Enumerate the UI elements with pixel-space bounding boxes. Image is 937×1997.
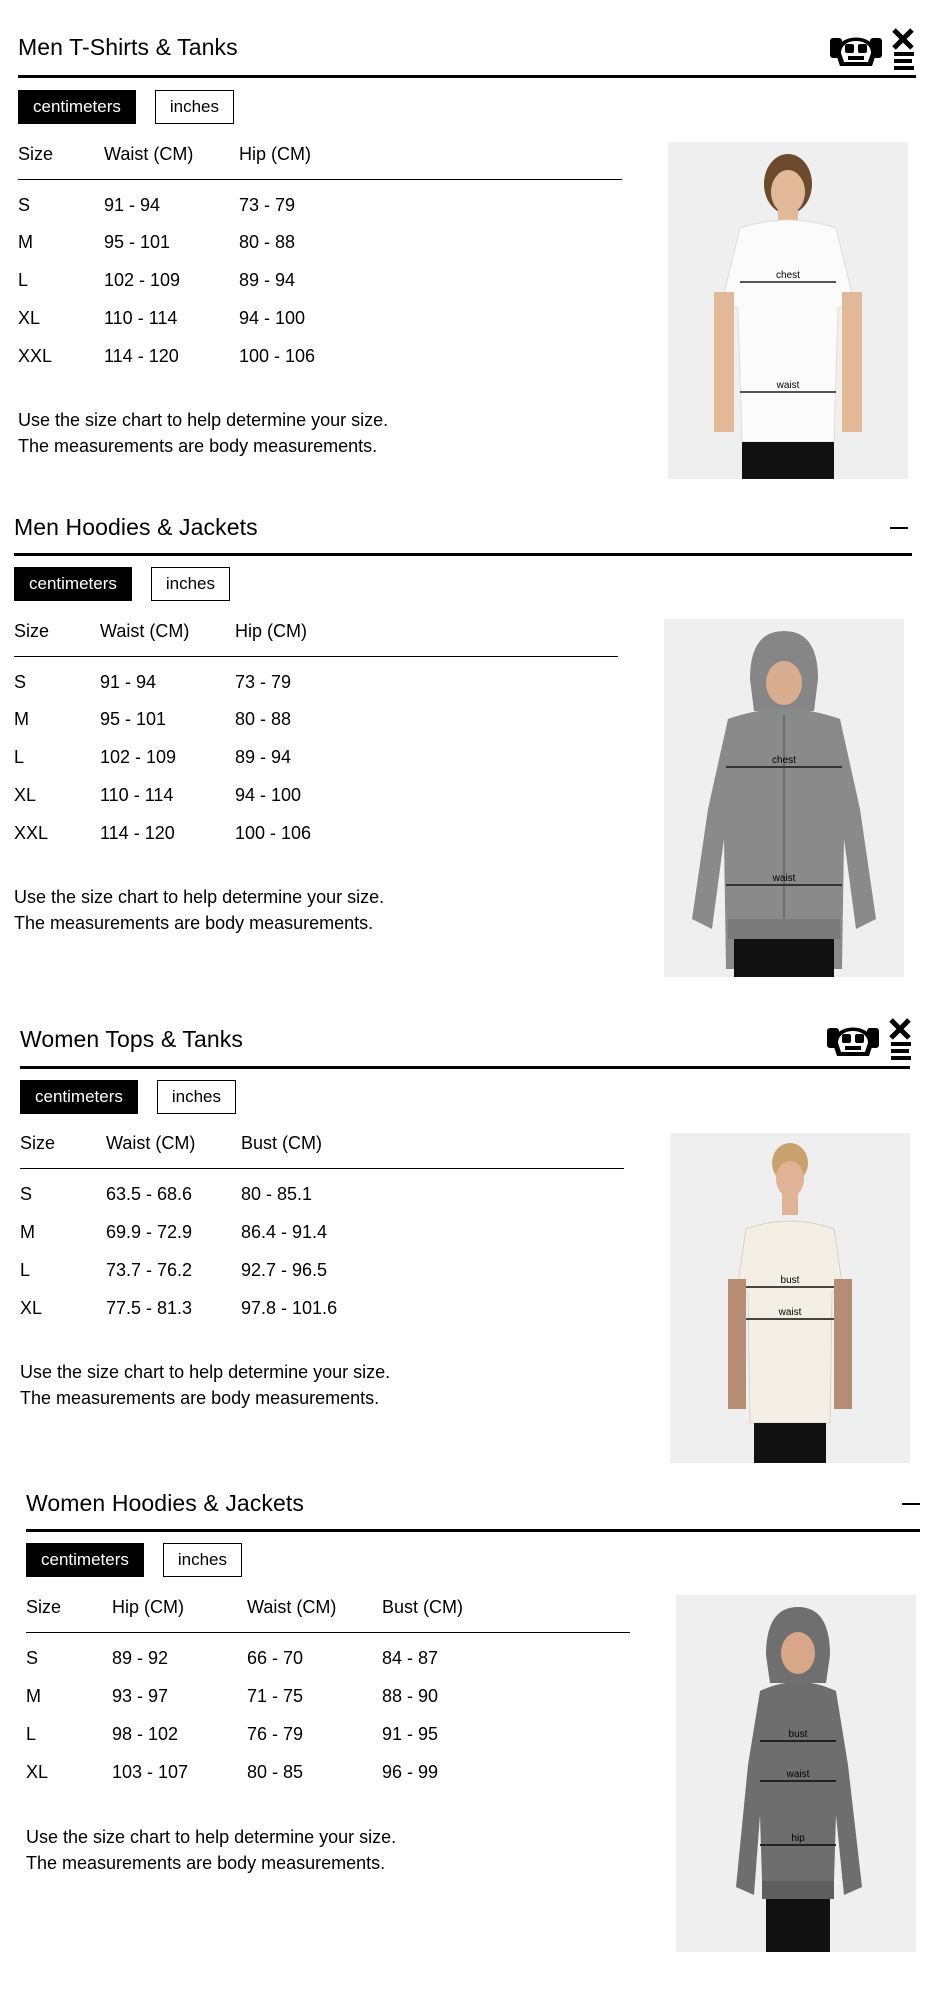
row-waist: 114 - 120 [100, 823, 175, 843]
unit-tabs [14, 567, 230, 601]
section-men-tshirts [18, 28, 918, 488]
row-hip: 80 - 88 [239, 232, 296, 252]
column-header-waist: Waist (CM) [247, 1597, 337, 1617]
section-divider [20, 1066, 910, 1069]
row-waist: 76 - 79 [247, 1724, 304, 1744]
row-waist: 71 - 75 [247, 1686, 304, 1706]
tab-centimeters[interactable]: centimeters [20, 1080, 138, 1114]
size-note-line-2: The measurements are body measurements. [20, 1388, 380, 1408]
row-size: S [14, 672, 27, 692]
size-note-line-1: Use the size chart to help determine your size. [18, 410, 389, 430]
row-size: L [20, 1260, 31, 1280]
row-bust: 88 - 90 [382, 1686, 439, 1706]
row-waist: 66 - 70 [247, 1648, 304, 1668]
row-hip: 80 - 88 [235, 709, 292, 729]
column-header-size: Size [20, 1133, 56, 1153]
section-title: Men T-Shirts & Tanks [18, 34, 238, 60]
table-header-divider [26, 1632, 630, 1633]
column-header-waist: Waist (CM) [104, 144, 194, 164]
row-waist: 63.5 - 68.6 [106, 1184, 193, 1204]
row-size: XL [20, 1298, 43, 1318]
size-note-line-2: The measurements are body measurements. [14, 913, 374, 933]
row-waist: 110 - 114 [104, 308, 178, 328]
size-note-line-2: The measurements are body measurements. [18, 436, 378, 456]
column-header-hip: Hip (CM) [235, 621, 307, 641]
brand-logo-icon[interactable] [825, 1018, 917, 1067]
unit-tabs [18, 90, 234, 124]
waist-label: waist [786, 1769, 810, 1780]
size-note [14, 884, 384, 936]
hip-label: hip [791, 1833, 805, 1844]
table-header-divider [20, 1168, 624, 1169]
row-hip: 89 - 94 [239, 270, 296, 290]
section-title: Men Hoodies & Jackets [14, 514, 258, 540]
model-photo-women-top [670, 1133, 910, 1463]
row-hip: 93 - 97 [112, 1686, 169, 1706]
column-header-hip: Hip (CM) [112, 1597, 184, 1617]
row-size: XL [14, 785, 37, 805]
row-waist: 95 - 101 [104, 232, 171, 252]
collapse-minus-icon[interactable] [890, 527, 908, 529]
model-photo-women-hoodie [676, 1595, 916, 1952]
row-size: M [26, 1686, 41, 1706]
size-note [18, 407, 388, 459]
tab-inches[interactable]: inches [155, 90, 234, 124]
row-size: M [14, 709, 29, 729]
chest-label: chest [772, 755, 796, 766]
column-header-bust: Bust (CM) [382, 1597, 463, 1617]
waist-label: waist [778, 1307, 802, 1318]
row-hip: 103 - 107 [112, 1762, 189, 1782]
row-size: S [18, 195, 31, 215]
section-title: Women Tops & Tanks [20, 1026, 243, 1052]
column-header-size: Size [26, 1597, 62, 1617]
column-header-waist: Waist (CM) [100, 621, 190, 641]
section-title: Women Hoodies & Jackets [26, 1490, 304, 1516]
tab-centimeters[interactable]: centimeters [14, 567, 132, 601]
model-photo-tshirt [668, 142, 908, 479]
row-waist: 80 - 85 [247, 1762, 304, 1782]
row-waist: 91 - 94 [100, 672, 157, 692]
row-bust: 97.8 - 101.6 [241, 1298, 338, 1318]
section-divider [18, 75, 916, 78]
row-waist: 69.9 - 72.9 [106, 1222, 193, 1242]
chest-label: chest [776, 270, 800, 281]
row-hip: 94 - 100 [239, 308, 306, 328]
size-note-line-1: Use the size chart to help determine your size. [26, 1827, 397, 1847]
row-size: L [18, 270, 29, 290]
brand-logo-icon[interactable] [828, 28, 920, 77]
row-waist: 102 - 109 [100, 747, 177, 767]
tab-inches[interactable]: inches [157, 1080, 236, 1114]
size-note [26, 1824, 396, 1876]
table-header-divider [14, 656, 618, 657]
row-size: L [26, 1724, 37, 1744]
row-size: XL [26, 1762, 49, 1782]
row-waist: 110 - 114 [100, 785, 174, 805]
section-divider [14, 553, 912, 556]
row-bust: 92.7 - 96.5 [241, 1260, 328, 1280]
size-note-line-1: Use the size chart to help determine your size. [14, 887, 385, 907]
table-header-divider [18, 179, 622, 180]
row-size: S [26, 1648, 39, 1668]
row-size: L [14, 747, 25, 767]
column-header-size: Size [14, 621, 50, 641]
row-hip: 89 - 92 [112, 1648, 169, 1668]
row-hip: 100 - 106 [239, 346, 316, 366]
row-bust: 91 - 95 [382, 1724, 439, 1744]
tab-inches[interactable]: inches [163, 1543, 242, 1577]
column-header-hip: Hip (CM) [239, 144, 311, 164]
model-photo-men-hoodie [664, 619, 904, 977]
section-men-hoodies [14, 508, 914, 988]
column-header-size: Size [18, 144, 54, 164]
row-waist: 77.5 - 81.3 [106, 1298, 193, 1318]
size-note-line-2: The measurements are body measurements. [26, 1853, 386, 1873]
column-header-waist: Waist (CM) [106, 1133, 196, 1153]
size-note [20, 1359, 390, 1411]
row-waist: 73.7 - 76.2 [106, 1260, 193, 1280]
section-women-tops [20, 1018, 920, 1478]
row-size: XXL [14, 823, 49, 843]
row-hip: 98 - 102 [112, 1724, 179, 1744]
row-hip: 89 - 94 [235, 747, 292, 767]
row-size: M [18, 232, 33, 252]
column-header-bust: Bust (CM) [241, 1133, 322, 1153]
section-divider [26, 1529, 920, 1532]
row-bust: 84 - 87 [382, 1648, 439, 1668]
tab-inches[interactable]: inches [151, 567, 230, 601]
row-waist: 95 - 101 [100, 709, 167, 729]
unit-tabs [26, 1543, 242, 1577]
row-size: XXL [18, 346, 53, 366]
tab-centimeters[interactable]: centimeters [18, 90, 136, 124]
row-bust: 80 - 85.1 [241, 1184, 313, 1204]
unit-tabs [20, 1080, 236, 1114]
row-hip: 100 - 106 [235, 823, 312, 843]
row-waist: 91 - 94 [104, 195, 161, 215]
size-note-line-1: Use the size chart to help determine your size. [20, 1362, 391, 1382]
row-hip: 94 - 100 [235, 785, 302, 805]
bust-label: bust [788, 1729, 808, 1740]
row-size: M [20, 1222, 35, 1242]
row-size: S [20, 1184, 33, 1204]
section-women-hoodies [26, 1484, 926, 1984]
row-hip: 73 - 79 [239, 195, 296, 215]
waist-label: waist [772, 873, 796, 884]
waist-label: waist [776, 380, 800, 391]
bust-label: bust [780, 1275, 800, 1286]
row-waist: 114 - 120 [104, 346, 179, 366]
row-bust: 96 - 99 [382, 1762, 439, 1782]
row-hip: 73 - 79 [235, 672, 292, 692]
row-bust: 86.4 - 91.4 [241, 1222, 328, 1242]
row-size: XL [18, 308, 41, 328]
row-waist: 102 - 109 [104, 270, 181, 290]
collapse-minus-icon[interactable] [902, 1503, 920, 1505]
tab-centimeters[interactable]: centimeters [26, 1543, 144, 1577]
